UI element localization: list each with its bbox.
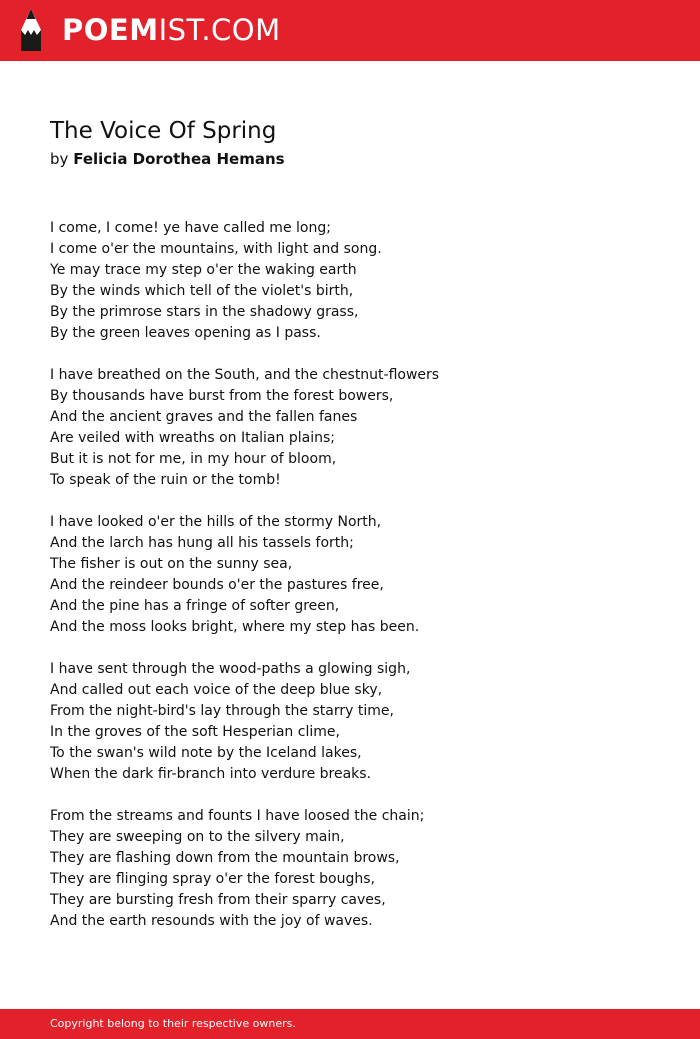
poem-line: I have sent through the wood-paths a glowing sigh, (50, 661, 411, 677)
poem-title: The Voice Of Spring (50, 118, 277, 144)
poem-line: From the night-bird's lay through the starry time, (50, 703, 394, 719)
site-footer (0, 1009, 700, 1039)
author-name: Felicia Dorothea Hemans (73, 150, 285, 168)
poem-line: But it is not for me, in my hour of bloom, (50, 451, 337, 467)
site-logo-text (62, 8, 281, 52)
poem-line: They are flashing down from the mountain brows, (50, 850, 400, 866)
poem-line: When the dark fir-branch into verdure breaks. (50, 766, 372, 782)
poem-line: And the moss looks bright, where my step has been. (50, 619, 420, 635)
site-header (0, 0, 700, 61)
poem-line: The fisher is out on the sunny sea, (50, 556, 293, 572)
poem-stanza (50, 659, 610, 785)
byline-prefix: by (50, 150, 69, 168)
poem-line: And the pine has a fringe of softer green, (50, 598, 340, 614)
poem-line: They are sweeping on to the silvery main, (50, 829, 345, 845)
poem-stanza (50, 365, 610, 491)
poem-line: I come, I come! ye have called me long; (50, 220, 331, 236)
poem-line: Are veiled with wreaths on Italian plains; (50, 430, 335, 446)
poem-line: Ye may trace my step o'er the waking earth (50, 262, 357, 278)
site-logo-link[interactable] (16, 8, 281, 52)
poem-line: And the earth resounds with the joy of waves. (50, 913, 373, 929)
logo-text-bold: POEM (62, 13, 159, 47)
poem-line: And the ancient graves and the fallen fanes (50, 409, 358, 425)
poem-line: From the streams and founts I have loosed the chain; (50, 808, 425, 824)
pencil-icon (16, 8, 46, 52)
poem-line: They are flinging spray o'er the forest boughs, (50, 871, 375, 887)
poem-line: I have breathed on the South, and the chestnut-flowers (50, 367, 440, 383)
poem-stanza (50, 806, 610, 932)
poem-line: I come o'er the mountains, with light and song. (50, 241, 382, 257)
poem-line: By the primrose stars in the shadowy grass, (50, 304, 359, 320)
poem-line: In the groves of the soft Hesperian clime, (50, 724, 340, 740)
poem-line: By thousands have burst from the forest bowers, (50, 388, 394, 404)
poem-line: To speak of the ruin or the tomb! (50, 472, 281, 488)
poem-line: And called out each voice of the deep blue sky, (50, 682, 383, 698)
poem-line: They are bursting fresh from their sparry caves, (50, 892, 386, 908)
copyright-text: Copyright belong to their respective owners. (50, 1017, 296, 1030)
poem-line: To the swan's wild note by the Iceland lakes, (50, 745, 362, 761)
poem-line: By the green leaves opening as I pass. (50, 325, 321, 341)
poem-body (50, 218, 610, 953)
poem-line: And the reindeer bounds o'er the pastures free, (50, 577, 384, 593)
poem-stanza (50, 218, 610, 344)
logo-text-light: IST.COM (158, 13, 281, 47)
poem-line: By the winds which tell of the violet's birth, (50, 283, 354, 299)
byline (50, 149, 285, 169)
poem-line: I have looked o'er the hills of the stormy North, (50, 514, 382, 530)
poem-stanza (50, 512, 610, 638)
poem-line: And the larch has hung all his tassels forth; (50, 535, 354, 551)
